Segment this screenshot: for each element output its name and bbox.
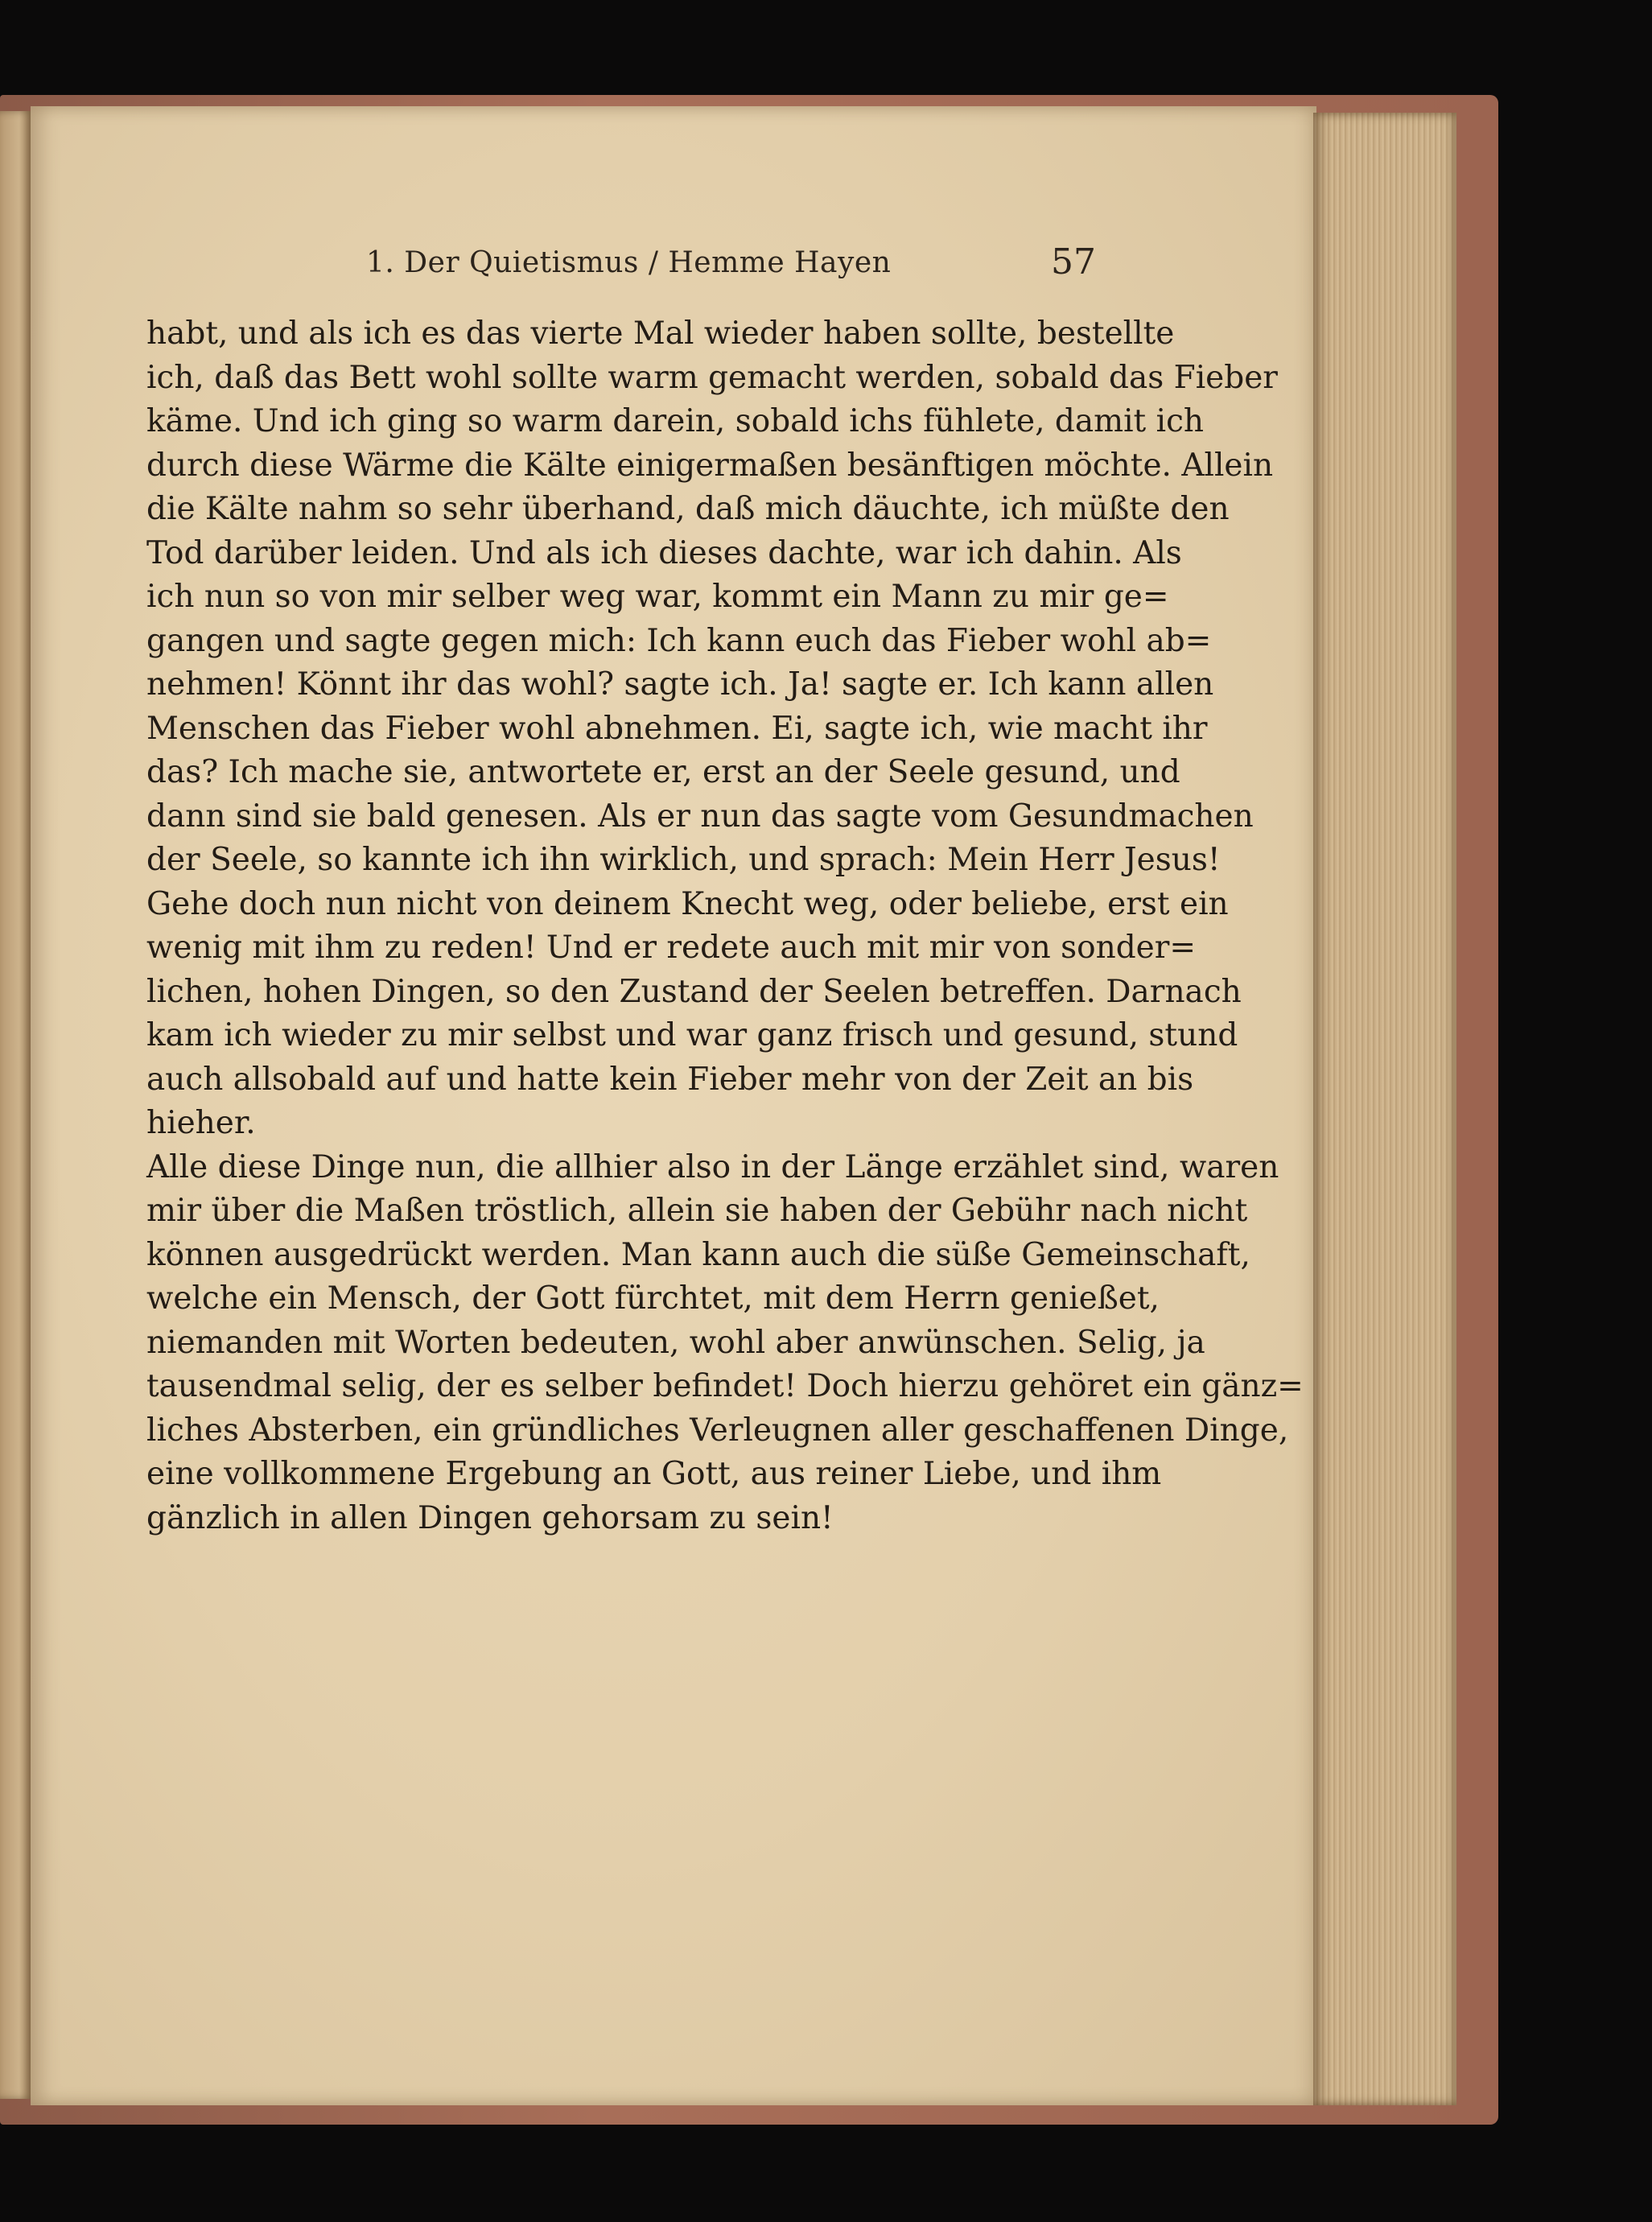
- text-line: eine vollkommene Ergebung an Gott, aus reiner Liebe, und ihm: [146, 1456, 1162, 1492]
- text-line: käme. Und ich ging so warm darein, sobald ichs fühlete, damit ich: [146, 403, 1205, 439]
- text-line: Gehe doch nun nicht von deinem Knecht weg, oder beliebe, erst ein: [146, 885, 1229, 922]
- left-page-edge: [0, 111, 32, 2099]
- page-number: 57: [1051, 241, 1096, 282]
- text-line: liches Absterben, ein gründliches Verleugnen aller geschaffenen Dinge,: [146, 1412, 1289, 1449]
- text-line: gangen und sagte gegen mich: Ich kann euch das Fieber wohl ab=: [146, 622, 1212, 659]
- text-line: nehmen! Könnt ihr das wohl? sagte ich. Ja! sagte er. Ich kann allen: [146, 666, 1214, 703]
- text-line: tausendmal selig, der es selber befindet! Doch hierzu gehöret ein gänz=: [146, 1368, 1304, 1404]
- text-line: mir über die Maßen tröstlich, allein sie haben der Gebühr nach nicht: [146, 1193, 1248, 1229]
- text-line: auch allsobald auf und hatte kein Fieber mehr von der Zeit an bis: [146, 1061, 1194, 1098]
- text-line: ich nun so von mir selber weg war, kommt ein Mann zu mir ge=: [146, 579, 1169, 615]
- text-line: gänzlich in allen Dingen gehorsam zu sein!: [146, 1499, 834, 1536]
- text-line: durch diese Wärme die Kälte einigermaßen besänftigen möchte. Allein: [146, 447, 1274, 484]
- text-line: niemanden mit Worten bedeuten, wohl aber anwünschen. Selig, ja: [146, 1324, 1205, 1361]
- text-line: Alle diese Dinge nun, die allhier also in der Länge erzählet sind, waren: [146, 1148, 1279, 1185]
- text-line: dann sind sie bald genesen. Als er nun das sagte vom Gesundmachen: [146, 798, 1254, 835]
- text-line: habt, und als ich es das vierte Mal wieder haben sollte, bestellte: [146, 315, 1175, 352]
- running-head: 1. Der Quietismus / Hemme Hayen: [366, 246, 892, 279]
- text-line: können ausgedrückt werden. Man kann auch die süße Gemeinschaft,: [146, 1236, 1250, 1273]
- text-line: wenig mit ihm zu reden! Und er redete auch mit mir von sonder=: [146, 930, 1197, 966]
- text-line: die Kälte nahm so sehr überhand, daß mich däuchte, ich müßte den: [146, 491, 1230, 527]
- text-line: Tod darüber leiden. Und als ich dieses dachte, war ich dahin. Als: [146, 534, 1182, 571]
- text-line: hieher.: [146, 1105, 256, 1141]
- text-line: welche ein Mensch, der Gott fürchtet, mit dem Herrn genießet,: [146, 1280, 1160, 1317]
- page-block-edges: [1313, 113, 1456, 2105]
- text-line: lichen, hohen Dingen, so den Zustand der Seelen betreffen. Darnach: [146, 973, 1242, 1010]
- text-line: ich, daß das Bett wohl sollte warm gemacht werden, sobald das Fieber: [146, 359, 1278, 396]
- text-line: Menschen das Fieber wohl abnehmen. Ei, sagte ich, wie macht ihr: [146, 710, 1208, 747]
- body-text: [146, 312, 1304, 1540]
- text-line: das? Ich mache sie, antwortete er, erst an der Seele gesund, und: [146, 754, 1180, 790]
- text-line: der Seele, so kannte ich ihn wirklich, und sprach: Mein Herr Jesus!: [146, 842, 1221, 878]
- text-line: kam ich wieder zu mir selbst und war ganz frisch und gesund, stund: [146, 1017, 1238, 1053]
